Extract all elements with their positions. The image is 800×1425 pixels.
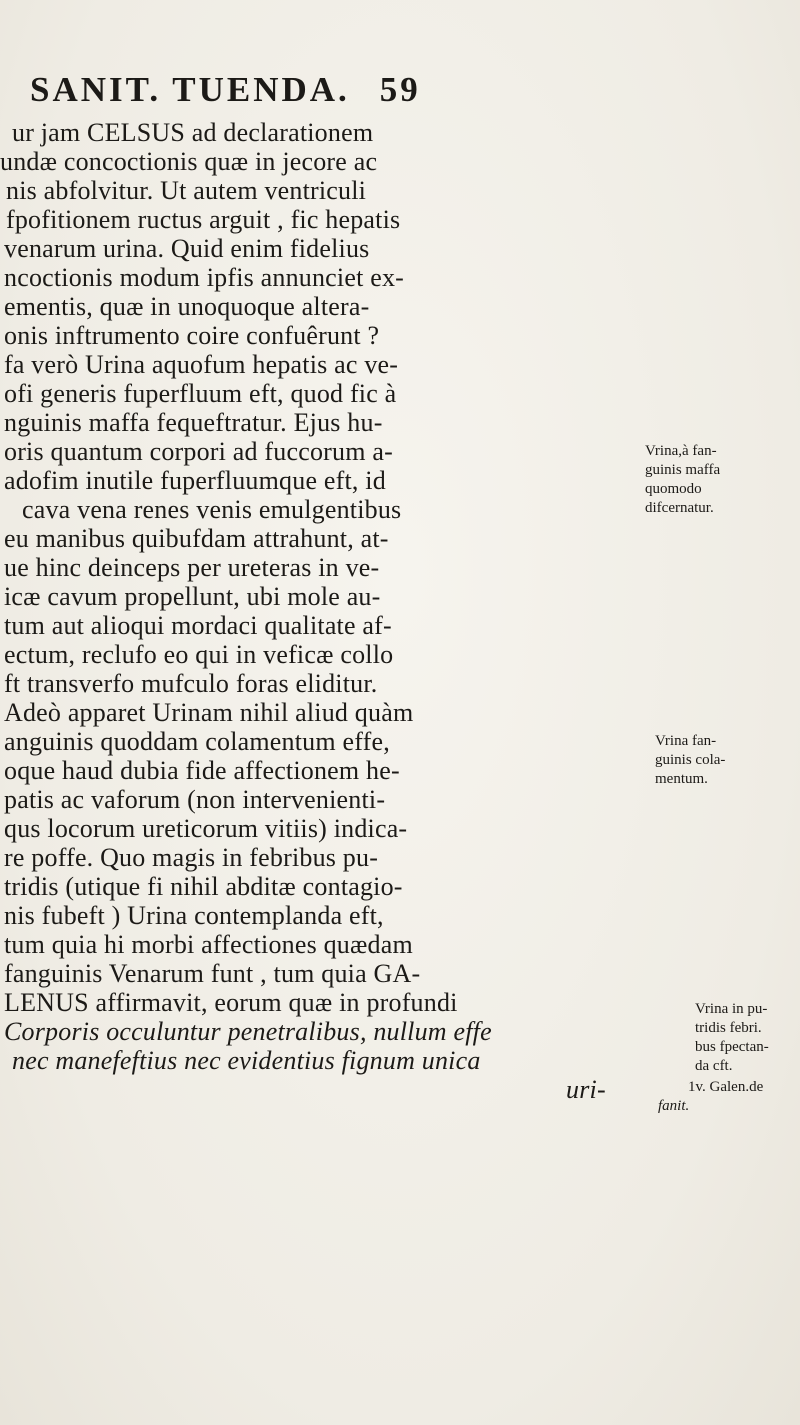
margin-note-line: da cft. (695, 1058, 733, 1074)
text-line: ofi generis fuperfluum eft, quod fic à (4, 379, 397, 408)
text-line: ectum, reclufo eo qui in veficæ collo (4, 640, 394, 669)
text-line: icæ cavum propellunt, ubi mole au- (4, 582, 381, 611)
text-line: oris quantum corpori ad fuccorum a- (4, 437, 393, 466)
margin-note-line: Vrina in pu- (695, 1001, 768, 1017)
margin-note-line: guinis cola- (655, 752, 726, 768)
text-line: ur jam CELSUS ad declarationem (12, 118, 374, 147)
text-line: ementis, quæ in unoquoque altera- (4, 292, 370, 321)
text-line: nguinis maffa fequeftratur. Ejus hu- (4, 408, 383, 437)
margin-note (658, 1078, 764, 1116)
text-line: cava vena renes venis emulgentibus (22, 495, 402, 524)
page-header (30, 70, 421, 110)
text-line: anguinis quoddam colamentum effe, (4, 727, 390, 756)
text-line: venarum urina. Quid enim fidelius (4, 234, 370, 263)
margin-note-line: Vrina,à fan- (645, 443, 717, 459)
margin-note (655, 732, 725, 789)
margin-note-line: mentum. (655, 771, 708, 787)
running-title: SANIT. TUENDA. (30, 70, 350, 109)
text-line: nec manefeftius nec evidentius fignum unica (12, 1046, 481, 1075)
text-line: ncoctionis modum ipfis annunciet ex- (4, 263, 405, 292)
margin-note-line: bus fpectan- (695, 1039, 769, 1055)
text-line: undæ concoctionis quæ in jecore ac (0, 147, 378, 176)
margin-note-line: guinis maffa (645, 462, 721, 478)
text-line: eu manibus quibufdam attrahunt, at- (4, 524, 389, 553)
text-line: nis abfolvitur. Ut autem ventriculi (6, 176, 367, 205)
text-line: Corporis occuluntur penetralibus, nullum effe (4, 1017, 492, 1046)
text-line: nis fubeft ) Urina contemplanda eft, (4, 901, 384, 930)
text-line: fa verò Urina aquofum hepatis ac ve- (4, 350, 399, 379)
text-line: uri- (566, 1075, 606, 1104)
text-line: re poffe. Quo magis in febribus pu- (4, 843, 379, 872)
text-line: oque haud dubia fide affectionem he- (4, 756, 400, 785)
margin-note-line: quomodo (645, 481, 702, 497)
page-number: 59 (379, 70, 421, 109)
main-text (0, 118, 640, 1104)
text-line: onis inftrumento coire confuêrunt ? (4, 321, 380, 350)
margin-note (695, 1000, 769, 1076)
margin-note-line: Vrina fan- (655, 733, 717, 749)
text-line: fanguinis Venarum funt , tum quia GA- (4, 959, 421, 988)
text-line: tum aut alioqui mordaci qualitate af- (4, 611, 392, 640)
margin-note-line: 1v. Galen.de (688, 1079, 764, 1095)
text-line: ft transverfo mufculo foras eliditur. (4, 669, 378, 698)
text-line: tum quia hi morbi affectiones quædam (4, 930, 413, 959)
margin-note (645, 442, 720, 518)
text-line: LENUS affirmavit, eorum quæ in profundi (4, 988, 458, 1017)
text-line: adofim inutile fuperfluumque eft, id (4, 466, 386, 495)
text-line: qus locorum ureticorum vitiis) indica- (4, 814, 408, 843)
margin-note-line: fanit. (658, 1098, 690, 1114)
text-line: tridis (utique fi nihil abditæ contagio- (4, 872, 403, 901)
text-line: fpofitionem ructus arguit , fic hepatis (6, 205, 401, 234)
text-line: Adeò apparet Urinam nihil aliud quàm (4, 698, 414, 727)
text-line: patis ac vaforum (non intervenienti- (4, 785, 386, 814)
margin-note-line: difcernatur. (645, 500, 714, 516)
margin-note-line: tridis febri. (695, 1020, 762, 1036)
text-line: ue hinc deinceps per ureteras in ve- (4, 553, 380, 582)
